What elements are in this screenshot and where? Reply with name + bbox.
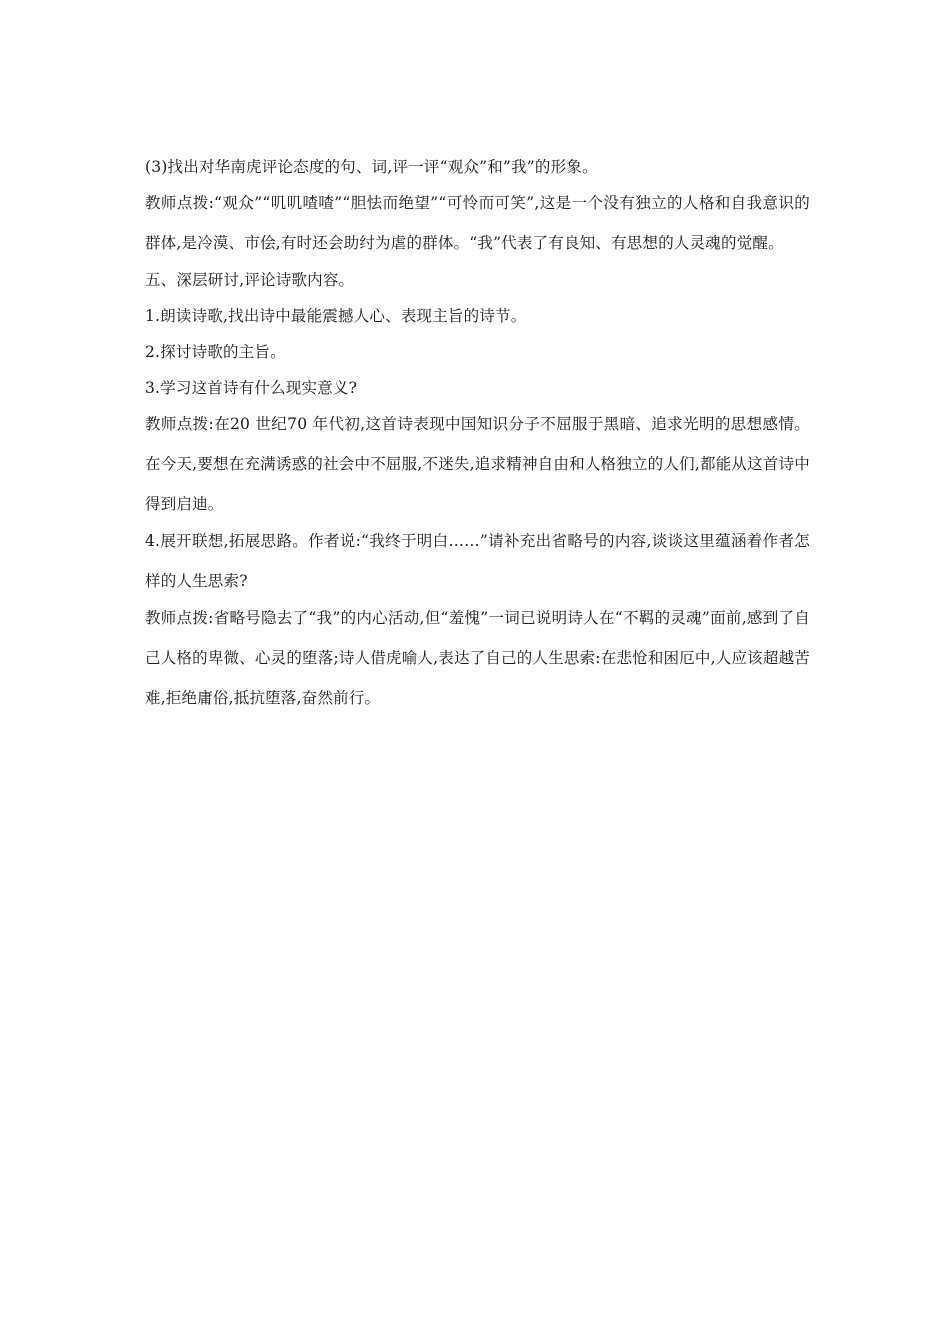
teacher-note-1-paragraph: 教师点拨:“观众”“叽叽喳喳”“胆怯而绝望”“可怜而可笑”,这是一个没有独立的人格和自我意识的群体,是冷漠、市侩,有时还会助纣为虐的群体。“我”代表了有良知、有思想的人灵魂的觉醒。	[145, 194, 810, 252]
teacher-note-2-paragraph: 教师点拨:在20 世纪70 年代初,这首诗表现中国知识分子不屈服于黑暗、追求光明的思想感情。在今天,要想在充满诱惑的社会中不屈服,不迷失,追求精神自由和人格独立的人们,都能从这首诗中得到启迪。	[145, 415, 810, 513]
task-4-paragraph: 4.展开联想,拓展思路。作者说:“我终于明白……”请补充出省略号的内容,谈谈这里蕴涵着作者怎样的人生思索?	[145, 532, 810, 590]
task-3-paragraph: 3.学习这首诗有什么现实意义?	[145, 379, 358, 397]
section-heading-5: 五、深层研讨,评论诗歌内容。	[145, 271, 355, 289]
question-3-paragraph: (3)找出对华南虎评论态度的句、词,评一评“观众”和”我”的形象。	[145, 158, 598, 176]
task-1-paragraph: 1.朗读诗歌,找出诗中最能震撼人心、表现主旨的诗节。	[145, 307, 527, 325]
task-2-paragraph: 2.探讨诗歌的主旨。	[145, 343, 286, 361]
teacher-note-3-paragraph: 教师点拨:省略号隐去了“我”的内心活动,但“羞愧”一词已说明诗人在“不羁的灵魂”面前,感到了自己人格的卑微、心灵的堕落;诗人借虎喻人,表达了自己的人生思索:在悲怆和困厄中,人应该超越苦难,拒绝庸俗,抵抗堕落,奋然前行。	[145, 609, 810, 707]
document-body	[145, 156, 810, 724]
